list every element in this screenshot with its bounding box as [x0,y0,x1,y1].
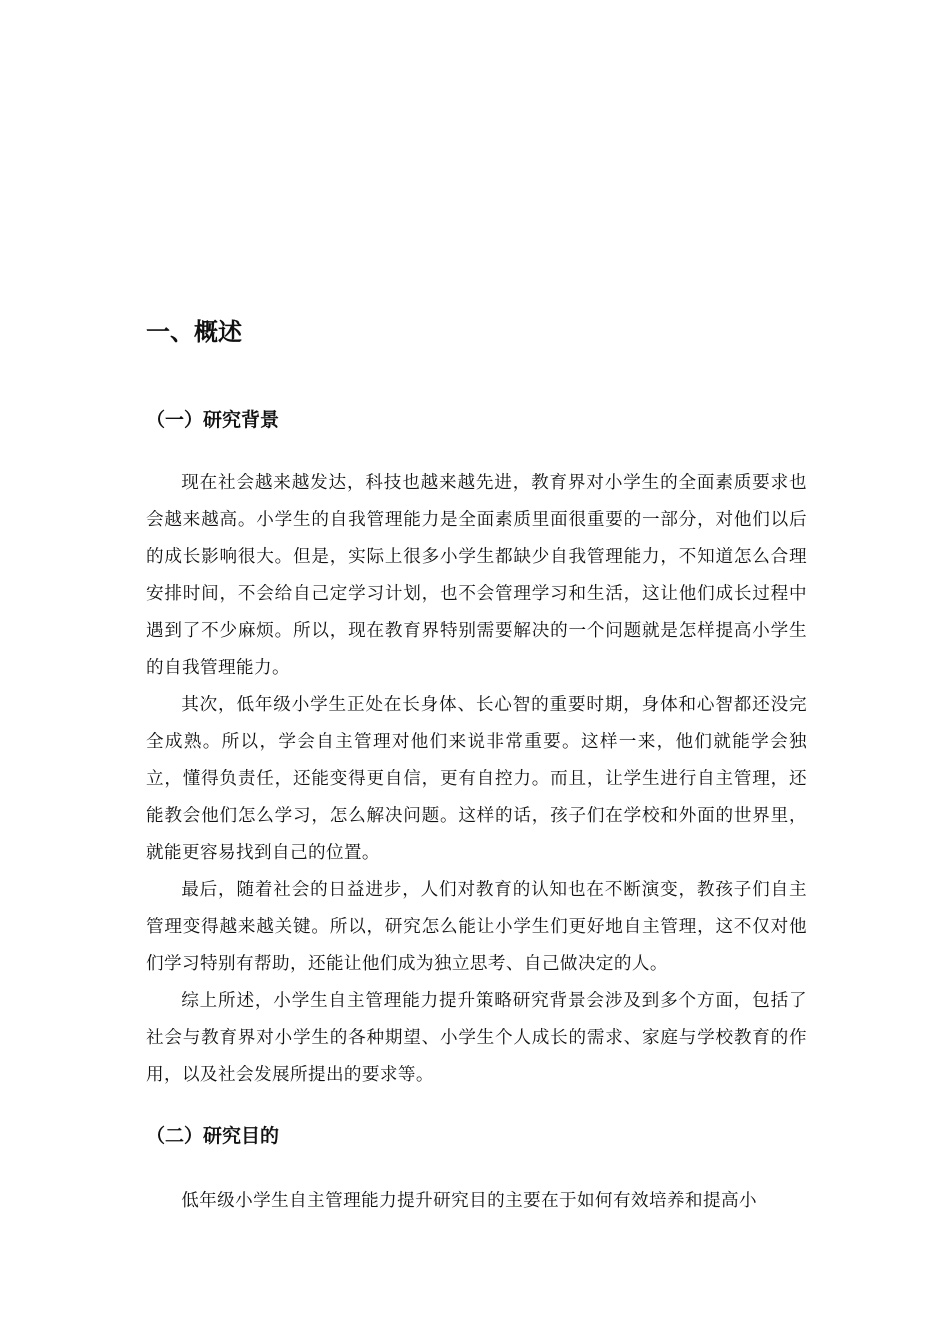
paragraph: 综上所述，小学生自主管理能力提升策略研究背景会涉及到多个方面，包括了社会与教育界对小学生的各种期望、小学生个人成长的需求、家庭与学校教育的作用，以及社会发展所提出的要求等。 [146,991,807,1085]
section-body-background [146,465,807,1094]
section-heading-background: （一）研究背景 [146,409,280,431]
paragraph: 其次，低年级小学生正处在长身体、长心智的重要时期，身体和心智都还没完全成熟。所以，学会自主管理对他们来说非常重要。这样一来，他们就能学会独立，懂得负责任，还能变得更自信，更有自控力。而且，让学生进行自主管理，还能教会他们怎么学习，怎么解决问题。这样的话，孩子们在学校和外面的世界里，就能更容易找到自己的位置。 [146,695,807,863]
section-body-purpose [146,1183,807,1220]
section-heading-purpose: （二）研究目的 [146,1125,280,1147]
chapter-heading: 一、概述 [146,318,242,346]
paragraph: 最后，随着社会的日益进步，人们对教育的认知也在不断演变，教孩子们自主管理变得越来越关键。所以，研究怎么能让小学生们更好地自主管理，这不仅对他们学习特别有帮助，还能让他们成为独立思考、自己做决定的人。 [146,880,807,974]
paragraph: 低年级小学生自主管理能力提升研究目的主要在于如何有效培养和提高小 [181,1191,757,1211]
paragraph: 现在社会越来越发达，科技也越来越先进，教育界对小学生的全面素质要求也会越来越高。小学生的自我管理能力是全面素质里面很重要的一部分，对他们以后的成长影响很大。但是，实际上很多小学生都缺少自我管理能力，不知道怎么合理安排时间，不会给自己定学习计划，也不会管理学习和生活，这让他们成长过程中遇到了不少麻烦。所以，现在教育界特别需要解决的一个问题就是怎样提高小学生的自我管理能力。 [146,473,807,678]
